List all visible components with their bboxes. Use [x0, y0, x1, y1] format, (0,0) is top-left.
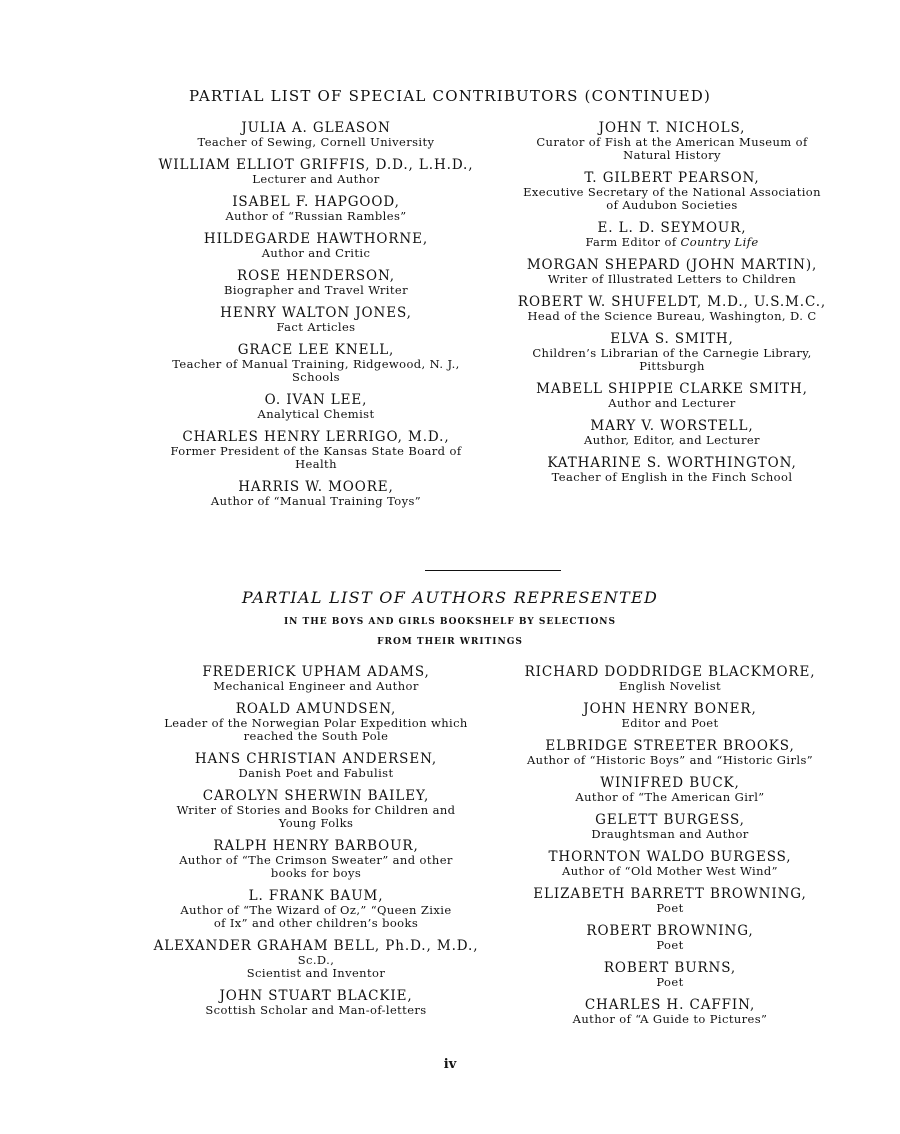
list-entry — [500, 812, 840, 841]
entry-name: L. FRANK BAUM, — [248, 888, 384, 904]
entry-name: RALPH HENRY BARBOUR, — [213, 838, 419, 854]
entry-description: Teacher of Manual Training, Ridgewood, N. J., — [172, 357, 460, 371]
entry-description: Writer of Illustrated Letters to Children — [547, 272, 797, 286]
list-entry — [148, 305, 484, 334]
list-entry — [502, 331, 842, 373]
entry-description: Sc.D., — [297, 953, 335, 967]
entry-name: JOHN HENRY BONER, — [583, 701, 757, 717]
entry-description: Lecturer and Author — [252, 172, 380, 186]
list-entry — [502, 220, 842, 249]
list-entry — [500, 886, 840, 915]
entry-description: Teacher of Sewing, Cornell University — [197, 135, 435, 149]
entry-description: reached the South Pole — [243, 729, 389, 743]
entry-name: JOHN STUART BLACKIE, — [219, 988, 413, 1004]
list-entry — [502, 455, 842, 484]
list-entry — [148, 342, 484, 384]
list-entry — [148, 479, 484, 508]
entry-description-publication: Country Life — [680, 235, 759, 249]
entry-description: Fact Articles — [276, 320, 356, 334]
entry-name: ELVA S. SMITH, — [610, 331, 734, 347]
entry-description-text: Farm Editor of — [585, 235, 681, 249]
list-entry — [140, 664, 492, 693]
entry-description: Head of the Science Bureau, Washington, D. C — [527, 309, 817, 323]
list-entry — [140, 988, 492, 1017]
entry-description: Author of “The Wizard of Oz,” “Queen Zixie — [180, 903, 452, 917]
entry-description: Editor and Poet — [621, 716, 719, 730]
list-entry — [148, 429, 484, 471]
entry-name: ROBERT BROWNING, — [586, 923, 754, 939]
entry-name: GELETT BURGESS, — [595, 812, 745, 828]
entry-description: Former President of the Kansas State Board of — [170, 444, 462, 458]
entry-description: Children’s Librarian of the Carnegie Library, — [532, 346, 812, 360]
list-entry — [500, 701, 840, 730]
entry-description: Biographer and Travel Writer — [223, 283, 409, 297]
entry-description: books for boys — [270, 866, 362, 880]
entry-description: Poet — [656, 975, 684, 989]
entry-name: T. GILBERT PEARSON, — [584, 170, 760, 186]
list-entry — [148, 231, 484, 260]
list-entry — [500, 738, 840, 767]
list-entry — [500, 960, 840, 989]
entry-description: Schools — [292, 370, 340, 384]
entry-name: CHARLES H. CAFFIN, — [584, 997, 756, 1013]
page-number: iv — [443, 1057, 457, 1072]
contributors-left-column — [148, 120, 484, 516]
entry-name: KATHARINE S. WORTHINGTON, — [547, 455, 797, 471]
list-entry — [500, 775, 840, 804]
entry-name: MARY V. WORSTELL, — [590, 418, 754, 434]
entry-name: ROSE HENDERSON, — [237, 268, 395, 284]
entry-description: Author and Critic — [261, 246, 371, 260]
entry-name: ISABEL F. HAPGOOD, — [232, 194, 400, 210]
entry-name: FREDERICK UPHAM ADAMS, — [202, 664, 430, 680]
list-entry — [500, 923, 840, 952]
entry-name: ELIZABETH BARRETT BROWNING, — [533, 886, 807, 902]
entry-name: O. IVAN LEE, — [264, 392, 368, 408]
authors-left-column — [140, 664, 492, 1025]
entry-description: Poet — [656, 938, 684, 952]
entry-description: Analytical Chemist — [257, 407, 375, 421]
list-entry — [148, 194, 484, 223]
entry-description: Leader of the Norwegian Polar Expedition which — [164, 716, 468, 730]
entry-name: CAROLYN SHERWIN BAILEY, — [202, 788, 430, 804]
page-title: PARTIAL LIST OF SPECIAL CONTRIBUTORS (CONTINUED) — [188, 87, 712, 105]
entry-name: RICHARD DODDRIDGE BLACKMORE, — [524, 664, 816, 680]
list-entry — [148, 268, 484, 297]
entry-description: Writer of Stories and Books for Children and — [176, 803, 456, 817]
entry-description: Draughtsman and Author — [591, 827, 749, 841]
entry-name: WILLIAM ELLIOT GRIFFIS, D.D., L.H.D., — [158, 157, 474, 173]
entry-description: Teacher of English in the Finch School — [551, 470, 793, 484]
list-entry — [500, 997, 840, 1026]
entry-name: GRACE LEE KNELL, — [237, 342, 395, 358]
entry-name: ROBERT BURNS, — [603, 960, 737, 976]
list-entry — [148, 120, 484, 149]
contributors-right-column — [502, 120, 842, 492]
entry-name: ELBRIDGE STREETER BROOKS, — [545, 738, 795, 754]
entry-name: JULIA A. GLEASON — [241, 120, 391, 136]
list-entry — [140, 938, 492, 980]
list-entry — [502, 120, 842, 162]
entry-description: Health — [295, 457, 337, 471]
list-entry — [148, 392, 484, 421]
entry-description: of Ix” and other children’s books — [213, 916, 419, 930]
entry-description: Author of “Manual Training Toys” — [210, 494, 422, 508]
list-entry — [502, 381, 842, 410]
entry-description: Author of “A Guide to Pictures” — [572, 1012, 768, 1026]
entry-description: of Audubon Societies — [606, 198, 738, 212]
list-entry — [500, 849, 840, 878]
entry-description: Author of “The Crimson Sweater” and other — [179, 853, 453, 867]
list-entry — [148, 157, 484, 186]
entry-description: Pittsburgh — [639, 359, 705, 373]
list-entry — [502, 294, 842, 323]
entry-description: Author and Lecturer — [608, 396, 736, 410]
section-title: PARTIAL LIST OF AUTHORS REPRESENTED — [241, 588, 659, 607]
entry-name: HILDEGARDE HAWTHORNE, — [203, 231, 429, 247]
entry-description: Poet — [656, 901, 684, 915]
entry-description — [502, 236, 842, 249]
list-entry — [502, 257, 842, 286]
entry-name: MORGAN SHEPARD (JOHN MARTIN), — [526, 257, 818, 273]
entry-description: Danish Poet and Fabulist — [238, 766, 394, 780]
entry-description: Scottish Scholar and Man-of-letters — [205, 1003, 427, 1017]
entry-name: HARRIS W. MOORE, — [238, 479, 394, 495]
section-divider — [425, 570, 561, 571]
list-entry — [140, 751, 492, 780]
entry-name: E. L. D. SEYMOUR, — [597, 220, 747, 236]
entry-name: ALEXANDER GRAHAM BELL, Ph.D., M.D., — [153, 938, 479, 954]
entry-name: JOHN T. NICHOLS, — [598, 120, 746, 136]
entry-description: Natural History — [623, 148, 721, 162]
entry-description: Author, Editor, and Lecturer — [584, 433, 760, 447]
entry-name: ROALD AMUNDSEN, — [235, 701, 397, 717]
list-entry — [140, 838, 492, 880]
entry-description: English Novelist — [618, 679, 722, 693]
section-subtitle-line1: IN THE BOYS AND GIRLS BOOKSHELF BY SELECTIONS — [283, 617, 617, 627]
entry-description: Curator of Fish at the American Museum of — [536, 135, 808, 149]
authors-right-column — [500, 664, 840, 1034]
entry-name: ROBERT W. SHUFELDT, M.D., U.S.M.C., — [517, 294, 827, 310]
entry-name: HANS CHRISTIAN ANDERSEN, — [194, 751, 438, 767]
entry-name: WINIFRED BUCK, — [600, 775, 740, 791]
list-entry — [140, 701, 492, 743]
entry-description: Author of “Russian Rambles” — [225, 209, 407, 223]
entry-name: CHARLES HENRY LERRIGO, M.D., — [182, 429, 450, 445]
list-entry — [502, 170, 842, 212]
entry-name: HENRY WALTON JONES, — [220, 305, 412, 321]
entry-description: Author of “The American Girl” — [575, 790, 765, 804]
entry-description: Author of “Historic Boys” and “Historic Girls” — [526, 753, 814, 767]
entry-description: Young Folks — [278, 816, 354, 830]
entry-description: Author of “Old Mother West Wind” — [562, 864, 778, 878]
list-entry — [140, 888, 492, 930]
list-entry — [502, 418, 842, 447]
list-entry — [140, 788, 492, 830]
entry-name: MABELL SHIPPIE CLARKE SMITH, — [536, 381, 808, 397]
entry-description: Scientist and Inventor — [246, 966, 386, 980]
list-entry — [500, 664, 840, 693]
entry-name: THORNTON WALDO BURGESS, — [548, 849, 792, 865]
section-subtitle-line2: FROM THEIR WRITINGS — [377, 637, 523, 647]
entry-description: Mechanical Engineer and Author — [213, 679, 419, 693]
entry-description: Executive Secretary of the National Association — [523, 185, 821, 199]
